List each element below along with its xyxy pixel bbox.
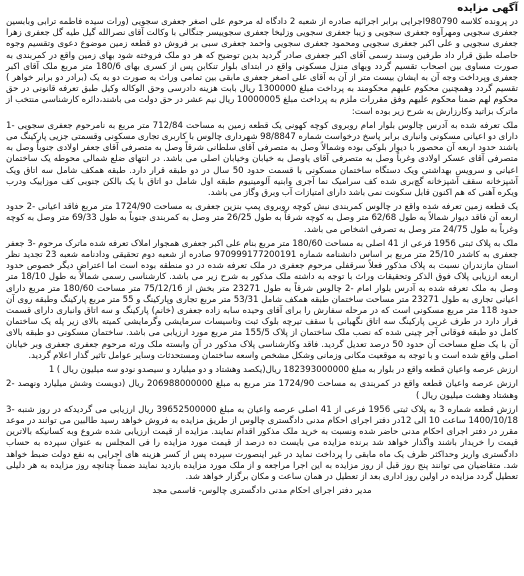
property-2-description: یک قطعه زمین تعرفه شده واقع در چالوس کمربندی نبش کوچه روبروی پمپ بنزین جعفری به مساحت 1724/90 متر مربع فاقد اعیانی -2 حدود اربعه آن فاقد دیوار شمالاً به طول 62/68 متر وصل به کوچه شرقاً به طول 26/25 متر وصل به کمربندی جنوباً به طول 69/33 متر وصل به کوچه وغرباً به طول 24/75 متر وصل به تصرفی اشخاص می باشد.	[6, 202, 519, 235]
valuation-3-and-auction-terms: ارزش قطعه شماره 3 به پلاک ثبتی 1956 فرعی از 41 اصلی عرصه واعیان به مبلغ 39652500000 ریال ارزیابی می گردیدکه در روز شنبه -3 1400/10/18 ساعت 10 الی 12در دفتر اجرای احکام مدنی دادگستری چالوس از طریق مزایده به فروش خواهد رسید طالبین می توانند در موعد مقرر در دفتر اجرای احکام مدنی حاضر شده ونسبت به خرید ملک مذکور اقدام نمایند. مزایده از قیمت ارزیابی شده شروع وبه کسانیکه بالاترین قیمت را خریدار باشند واگذار خواهد شد برنده مزایده می بایست ده درصد از قیمت مورد مزایده را فی المجلس به عنوان سپرده به حساب دادگستری واریز وحداکثر ظرف یک ماه مابقی را پرداخت نماید در غیر اینصورت سپرده پس از کسر هزینه های اجرایی به نفع دولت ضبط خواهد شد. متقاضیان می توانند پنج روز قبل از روز مزایده به این اجرا مراجعه و از ملک مورد مزایده بازدید نمایند ضمناً چنانچه روز مزایده به هر دلیلی تعطیل گردد مزایده در اولین روز اداری بعد از تعطیل در همان ساعت و مکان برگزار خواهد شد.	[6, 404, 518, 482]
notice-title: آگهی مزایده	[457, 3, 518, 14]
property-1-description: ملک تعرفه شده به آدرس چالوس بلوار امام روبروی کوچه کهونی یک قطعه زمین به مساحت 712/84 متر مربع به نامرحوم جعفری سجویی -1 دارای دو اعیانی مسکونی وانباری برابر پاسخ درخواست شماره 98/8847 شهرداری چالوس با کاربری تجاری مسکونی وقسمتی جزیی پارکینگ می باشند حدود اربعه آن محصور با دیوار بلوکی بوده وشمالاً وصل به متصرفی آقای سلطانی شرقاً وصل به متصرفی آقای جعفر اولادی جنوباً وصل به متصرفی آقای عسکر اولادی وغرباً وصل به متصرفی آقای یاوصل به خیابان وخیابان اصلی می باشد. در انتهای ضلع شمالی محوطه یک ساختمان اعیانی و سرویس بهداشتی ویک دستگاه ساختمان مسکونی با قسمت حدود 50 سال در دو طبقه قرار دارد. طبقه همکف شامل سه اتاق ویک آشپزخانه سقف آشپزخانه گچ‌بری شده کف سرامیک نما آجری وابنیه آلومینیوم طبقه اول شامل دو اتاق با یک بالکن جنوبی کف موزاییک ودرب ویکره آهنی که هم اکنون قابل سکونت نمی باشد دارای امتیازات آب وبرق وگاز می باشد.	[6, 120, 518, 199]
signature-line: مدیر دفتر اجرای احکام مدنی دادگستری چالوس- قاسمی مجد	[152, 486, 372, 497]
valuation-1: ارزش عرصه واعیان قطعه واقع در بلوار به مبلغ 182393000000 ریال(یکصد وهشتاد و دو میلیارد و سیصدو نودو سه میلیون ریال ) 1	[48, 365, 518, 376]
valuation-2: ارزش عرصه واعیان قطعه واقع در کمربندی به مساحت 1724/90 متر مربع به مبلغ 206988000000 ریال (دویست وشش میلیارد ونهصد -2 وهشتاد وهشت میلیون ریال )	[6, 379, 518, 401]
property-3-description: ملک به پلاک ثبتی 1956 فرعی از 41 اصلی به مساحت 180/60 متر مربع بنام علی اکبر جعفری همجوار املاک تعرفه شده ماترک مرحوم -3 جعفر جعفری به کاشدر 25/10 متر مربع بر اساس دانشنامه شماره 970999177200191 صادره از شعبه دوم تحقیقی ودادنامه شعبه 23 تجدید نظر استان مازندران نسبت به پلاک مذکور فعلاً سرقفلی مرحوم جعفری در ملک تعرفه شده در دو منطقه بوده است اما اعتراض دیگر خصوص حدود اربعه ارزیابی پلاک فوق الذکر وتحقیقات وراث با توجه به داشته ملک مذکور به شرح زیر می باشد. کارشناسی رسمی شمالاً به طول 18/10 متر وصل به ملک تعرفه شده به آدرس بلوار امام -2 چالوس شرقاً به طول 23271 متر بخش از 75/12/16 متر مساحت 180/60 متر مربع دارای اعیانی تجاری به طول 23271 متر مساحت ساختمان طبقه همکف شامل 53/31 متر مربع تجاری وپارکینگ و 55 متر مربع پارکینگ وطبقه روی آن حدود 118 متر مربع مسکونی است که در مرحله سفارش را برای آقای وحیده سابه زاده جعفری (خانم) پارکینگ و سه اتاق وانباری دارای قسمت قرار دارد در طرف غربی پارکینگ سه اتاق نگهبانی با سقف تیرچه بلوک ثبت وتاسیسات سرمایشی وگرمایشی کمیته بالای زیر پله یک ساختمان کامل دو طبقه فوقانی آجر چینی شده که نصب ملک ساختمان از پلاک 155/5 متر مربع مورد ارزیابی می باشد. ساختمان مسکونی دو طبقه بالای آن با یک ضلع مساحت آن حدود 50 درصد تعدیل گردید. فاقد وکارشناسی پلاک مذکور در آن وابسته ملک ورثه مرحوم جعفری جعفری وبر خیابان اصلی واقع شده است و با توجه به موقعیت مکانی وزمانی وشکل مشخص واسعه ساختمان ومستحدثات وسایر عوامل تاثیر گذار اعلام گردید.	[6, 238, 519, 361]
notice-intro-paragraph: در پرونده کلاسه 980790اجرایی برابر اجرائیه صادره از شعبه 2 دادگاه له مرحوم علی اصغر جعفری سجویی (ورات سیده فاطمه ترابی وبابسین جعفری سجویی ومهرآوه جعفری سجویی و زیبا جعفری سجویی وزلیخا جعفری سجوییسر جنگالی با وکالت آقای نصرالله گیل طیه گل جعفری زهرا جعفری سجویی و علی اکبر جعفری سجویی ومحمود جعفری سجویی واحمد جعفری سبی بر فروش دو قطعه زمین موضوع دعوی وتقسیم وجوه حاصله طبق قرار داد طرفین وسند رسمی آقای اکبر جعفری صادر گردید بدین توضیح که هر دو ملک فروخته شود بهای زمین واقع در کمربندی به صورت مساوی بین اصحاب تقسیم گردد وبهای منزل مسکونی واقع در ابتدای بلوار تنکابن پس از کسری بهای 180/6 متر مربع ملک آقای اکبر جعفری وپرداخت وجه آن به ایشان بیست متر از آن به آقای علی اصغر جعفری مابقی بین تمامی وراث به صورت دو به یک (برادر دو برابر خواهر ) تقسیم گردد وهمچنین محکوم علیهم محکومند به پرداخت مبلغ 1300000 ریال بابت هزینه دادرسی وحق الوکاله وکیل طبق تعرفه قانونی در حق محکوم لهم ضمنا محکوم علیهم وفق مقررات ملزم به پرداخت مبلغ 10000005 ریال نیم عشر در حق دولت می باشند،دائره کارشناسی منتخب از ماترک بزاتید وکارزارش به شرح زیر بوده است:	[6, 17, 518, 117]
